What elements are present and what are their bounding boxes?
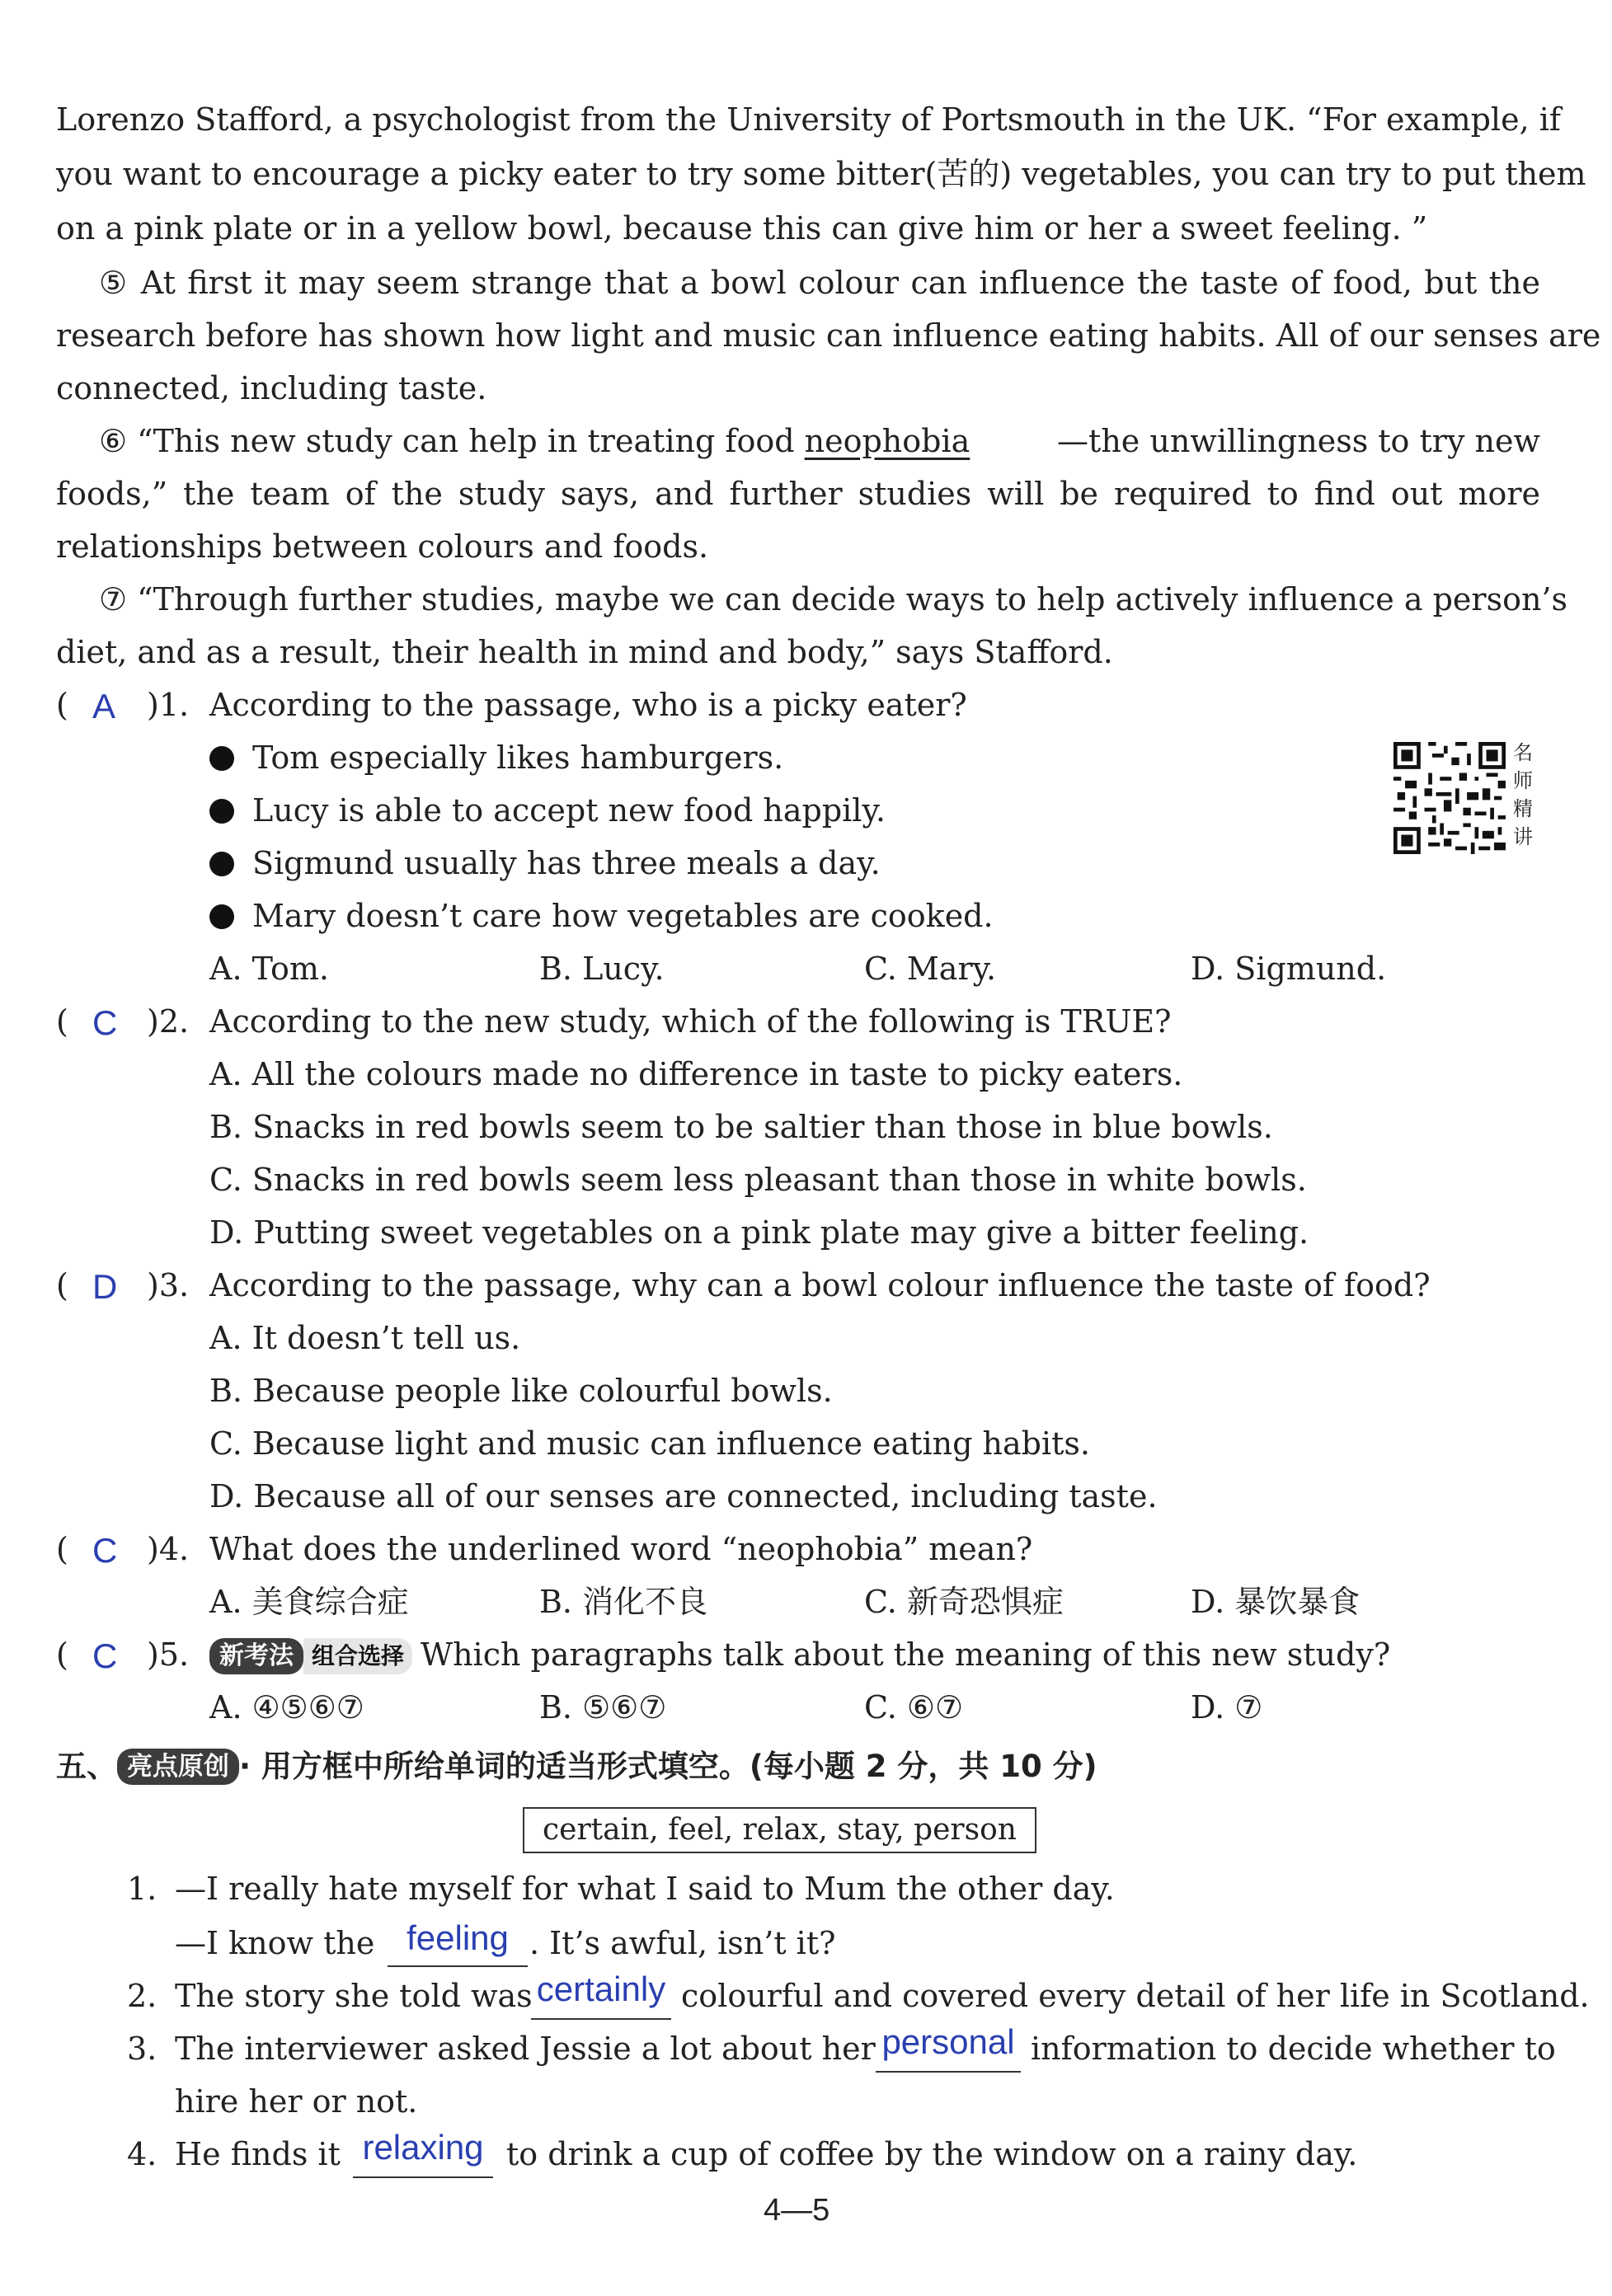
section-5-heading (56, 1744, 1097, 1789)
answer-q1: A (92, 687, 116, 725)
bullet-dot (209, 799, 234, 824)
paragraph-7-line: diet, and as a result, their health in mind and body,” says Stafford. (56, 634, 1113, 670)
qr-label: 名 (1513, 741, 1533, 764)
item-number: 4. (127, 2136, 157, 2172)
option-c: C. Mary. (864, 951, 997, 987)
item-1-line-2-post: . It’s awful, isn’t it? (529, 1925, 836, 1961)
blank-answer-2: certainly (536, 1970, 666, 2008)
section-number: 五、 (56, 1749, 117, 1784)
qr-label: 精 (1513, 797, 1533, 820)
paragraph-6-line (99, 419, 1540, 463)
question-number: )3. (147, 1267, 190, 1303)
answer-paren-open: ( (56, 1267, 68, 1303)
paragraph-6-line: relationships between colours and foods. (56, 528, 709, 565)
bullet-dot (209, 746, 234, 771)
question-number: )5. (147, 1636, 190, 1673)
bullet-item: Sigmund usually has three meals a day. (209, 841, 881, 885)
question-stem: According to the passage, who is a picky eater? (209, 687, 967, 723)
option-b: B. Lucy. (539, 951, 665, 987)
answer-paren-open: ( (56, 1531, 68, 1567)
question-stem: What does the underlined word “neophobia” mean? (209, 1531, 1033, 1567)
item-2-post: colourful and covered every detail of her life in Scotland. (681, 1978, 1590, 2014)
qr-label: 讲 (1513, 825, 1533, 848)
answer-paren-open: ( (56, 1003, 68, 1040)
option-d: D. Putting sweet vegetables on a pink plate may give a bitter feeling. (209, 1214, 1309, 1251)
section-instruction: · 用方框中所给单词的适当形式填空。(每小题 2 分，共 10 分) (239, 1749, 1097, 1784)
question-stem: Which paragraphs talk about the meaning of this new study? (421, 1636, 1391, 1673)
paragraph-6-text: —the unwillingness to try new (1057, 423, 1540, 459)
item-number: 1. (127, 1871, 157, 1907)
question-stem: According to the new study, which of the following is TRUE? (209, 1003, 1172, 1040)
item-3-line-2: hire her or not. (175, 2083, 418, 2120)
underlined-word-neophobia: neophobia (804, 423, 970, 459)
blank-answer-1: feeling (407, 1918, 509, 1957)
item-3-post: information to decide whether to (1031, 2031, 1556, 2067)
option-a: A. It doesn’t tell us. (209, 1320, 521, 1356)
option-a: A. ④⑤⑥⑦ (209, 1689, 364, 1726)
option-d: D. ⑦ (1191, 1689, 1263, 1726)
option-d: D. 暴饮暴食 (1191, 1584, 1361, 1620)
word-box: certain, feel, relax, stay, person (523, 1807, 1036, 1853)
item-3-pre: The interviewer asked Jessie a lot about her (175, 2031, 876, 2067)
bullet-dot (209, 852, 234, 876)
item-1-line-1: —I really hate myself for what I said to Mum the other day. (175, 1871, 1115, 1907)
answer-q2: C (92, 1003, 118, 1042)
combination-choice-badge: 组合选择 (303, 1638, 412, 1674)
question-stem: According to the passage, why can a bowl colour influence the taste of food? (209, 1267, 1431, 1303)
option-b: B. Because people like colourful bowls. (209, 1373, 833, 1409)
answer-q4: C (92, 1531, 118, 1570)
option-d: D. Sigmund. (1191, 951, 1387, 987)
question-number: )4. (147, 1531, 190, 1567)
item-4-pre: He finds it (175, 2136, 341, 2172)
passage-line: on a pink plate or in a yellow bowl, because this can give him or her a sweet feeling. ” (56, 210, 1428, 247)
question-5-stem-line (209, 1632, 1390, 1677)
passage-line: Lorenzo Stafford, a psychologist from the University of Portsmouth in the UK. “For example, if (56, 101, 1561, 138)
paragraph-5-line: research before has shown how light and music can influence eating habits. All of our senses are (56, 317, 1601, 354)
option-c: C. ⑥⑦ (864, 1689, 964, 1726)
paragraph-5-line: connected, including taste. (56, 370, 487, 406)
paragraph-6-line: foods,” the team of the study says, and further studies will be required to find out more (56, 476, 1540, 512)
answer-paren-open: ( (56, 687, 68, 723)
answer-q3: D (92, 1267, 118, 1306)
passage-line: you want to encourage a picky eater to try some bitter(苦的) vegetables, you can try to put them (56, 156, 1586, 192)
option-c: C. 新奇恐惧症 (864, 1584, 1064, 1620)
question-number: )2. (147, 1003, 190, 1040)
qr-code-icon[interactable] (1393, 742, 1506, 854)
item-1-line-2-pre: —I know the (175, 1925, 375, 1961)
question-number: )1. (147, 687, 190, 723)
bullet-dot (209, 904, 234, 929)
original-highlight-badge: 亮点原创 (117, 1749, 239, 1785)
page-number: 4—5 (764, 2193, 830, 2228)
option-a: A. 美食综合症 (209, 1584, 409, 1620)
bullet-item: Lucy is able to accept new food happily. (209, 788, 886, 833)
new-method-badge: 新考法 (209, 1638, 303, 1674)
answer-paren-open: ( (56, 1636, 68, 1673)
option-b: B. Snacks in red bowls seem to be saltier than those in blue bowls. (209, 1109, 1273, 1145)
blank-answer-4: relaxing (362, 2128, 484, 2167)
option-c: C. Snacks in red bowls seem less pleasant than those in white bowls. (209, 1162, 1307, 1198)
option-b: B. ⑤⑥⑦ (539, 1689, 667, 1726)
item-2-pre: The story she told was (175, 1978, 533, 2014)
item-number: 3. (127, 2031, 157, 2067)
option-a: A. All the colours made no difference in taste to picky eaters. (209, 1056, 1183, 1092)
bullet-item: Mary doesn’t care how vegetables are cooked. (209, 894, 994, 938)
option-a: A. Tom. (209, 951, 329, 987)
paragraph-7-line: ⑦ “Through further studies, maybe we can decide ways to help actively influence a person’s (99, 581, 1568, 617)
qr-label: 师 (1513, 769, 1533, 792)
option-c: C. Because light and music can influence eating habits. (209, 1425, 1090, 1462)
blank-answer-3: personal (881, 2022, 1015, 2061)
item-number: 2. (127, 1978, 157, 2014)
item-4-post: to drink a cup of coffee by the window on a rainy day. (506, 2136, 1358, 2172)
answer-q5: C (92, 1636, 118, 1675)
option-b: B. 消化不良 (539, 1584, 708, 1620)
bullet-item: Tom especially likes hamburgers. (209, 735, 783, 780)
paragraph-5-line: ⑤ At first it may seem strange that a bowl colour can influence the taste of food, but the (99, 265, 1540, 301)
option-d: D. Because all of our senses are connected, including taste. (209, 1478, 1158, 1514)
paragraph-6-text: ⑥ “This new study can help in treating food (99, 423, 805, 459)
